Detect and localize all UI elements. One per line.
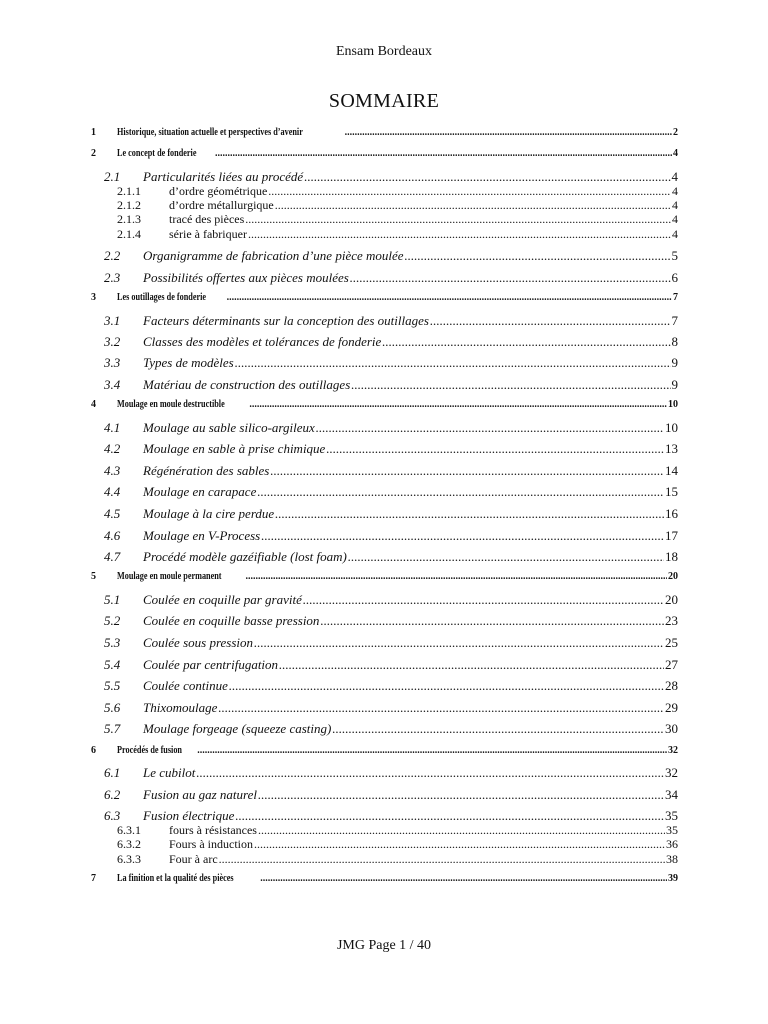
toc-entry-number: 4.2 [104,441,121,456]
toc-entry-page: 20 [668,571,678,582]
toc-entry-number: 3 [91,292,96,303]
toc-entry-title: d’ordre géométrique [169,184,268,198]
toc-leader-dots [197,745,667,756]
toc-entry-title: Moulage en moule destructible [117,399,225,410]
toc-entry-number: 5.6 [104,700,121,715]
toc-entry-number: 5.3 [104,635,121,650]
toc-entry-page: 36 [666,837,678,851]
toc-entry-number: 6.3.2 [117,837,141,851]
toc-leader-dots [219,852,665,867]
toc-entry-page: 8 [671,334,678,349]
toc-entry-page: 7 [671,313,678,328]
toc-leader-dots [235,808,664,824]
toc-entry-page: 5 [671,248,678,263]
toc-entry-number: 2.1 [104,169,121,184]
toc-entry-number: 4.4 [104,484,121,499]
toc-entry-page: 6 [671,270,678,285]
toc-entry-page: 25 [665,635,678,650]
toc-entry-page: 13 [665,441,678,456]
toc-entry-title: Fusion électrique [143,808,235,823]
toc-entry-number: 5.4 [104,657,121,672]
toc-entry-page: 29 [665,700,678,715]
toc-entry-number: 5.5 [104,678,121,693]
toc-entry-title: Classes des modèles et tolérances de fonderie [143,334,382,349]
toc-leader-dots [196,765,664,781]
toc-entry-title: Fours à induction [169,837,253,851]
toc-entry-number: 2 [91,148,96,159]
toc-entry[interactable] [104,248,678,264]
toc-entry[interactable] [117,212,678,227]
toc-entry[interactable] [104,463,678,479]
toc-entry-number: 6.1 [104,765,121,780]
toc-entry-title: Les outillages de fonderie [117,292,207,303]
toc-entry-number: 7 [91,873,96,884]
toc-entry-number: 3.4 [104,377,121,392]
toc-entry[interactable] [104,169,678,185]
toc-entry[interactable] [104,700,678,716]
toc-entry-page: 20 [665,592,678,607]
toc-entry-number: 5.1 [104,592,121,607]
toc-entry-title: Procédés de fusion [117,745,182,756]
toc-entry[interactable] [117,227,678,242]
toc-entry-number: 6.2 [104,787,121,802]
toc-leader-dots [326,441,664,457]
toc-entry[interactable] [104,592,678,608]
toc-entry-page: 16 [665,506,678,521]
toc-entry[interactable] [104,313,678,329]
toc-entry-page: 34 [665,787,678,802]
toc-entry-number: 4.7 [104,549,121,564]
toc-leader-dots [320,613,664,629]
toc-entry-title: Moulage en moule permanent [117,571,222,582]
toc-leader-dots [227,292,672,303]
toc-leader-dots [249,399,667,410]
toc-entry-number: 3.1 [104,313,121,328]
toc-entry-page: 35 [665,808,678,823]
toc-leader-dots [229,678,664,694]
toc-entry-title: Procédé modèle gazéifiable (lost foam) [143,549,347,564]
toc-entry[interactable] [117,198,678,213]
toc-entry-title: Organigramme de fabrication d’une pièce moulée [143,248,404,263]
toc-entry[interactable] [117,837,678,852]
toc-entry-title: Particularités liées au procédé [143,169,304,184]
toc-entry[interactable] [91,148,678,159]
toc-entry-page: 4 [672,212,678,226]
toc-entry-page: 10 [668,399,678,410]
toc-entry-number: 2.1.1 [117,184,141,198]
toc-leader-dots [218,700,664,716]
toc-entry[interactable] [91,292,678,303]
toc-entry[interactable] [91,127,678,138]
toc-leader-dots [304,169,670,185]
toc-entry-title: Matériau de construction des outillages [143,377,351,392]
toc-entry-number: 1 [91,127,96,138]
toc-entry[interactable] [104,635,678,651]
toc-entry-title: Historique, situation actuelle et perspectives d’avenir [117,127,303,138]
toc-leader-dots [246,571,668,582]
toc-entry-title: Moulage au sable silico-argileux [143,420,315,435]
toc-entry-page: 17 [665,528,678,543]
toc-entry-title: d’ordre métallurgique [169,198,274,212]
toc-entry[interactable] [104,441,678,457]
toc-entry[interactable] [104,355,678,371]
toc-entry-page: 39 [668,873,678,884]
toc-entry-title: fours à résistances [169,823,257,837]
toc-entry-page: 9 [671,355,678,370]
toc-entry[interactable] [104,484,678,500]
toc-leader-dots [245,212,671,227]
toc-entry-title: série à fabriquer [169,227,247,241]
toc-entry-number: 2.2 [104,248,121,263]
toc-leader-dots [382,334,670,350]
toc-entry-page: 38 [666,852,678,866]
toc-entry-title: Moulage en V-Process [143,528,261,543]
toc-entry-page: 23 [665,613,678,628]
toc-entry-number: 2.1.4 [117,227,141,241]
toc-leader-dots [235,355,671,371]
toc-leader-dots [254,635,664,651]
toc-entry-title: Thixomoulage [143,700,218,715]
toc-entry[interactable] [104,334,678,350]
toc-entry-title: tracé des pièces [169,212,245,226]
toc-leader-dots [275,198,671,213]
toc-entry[interactable] [104,721,678,737]
toc-entry-page: 14 [665,463,678,478]
toc-entry-page: 4 [672,227,678,241]
toc-leader-dots [261,528,664,544]
toc-entry-title: Moulage en carapace [143,484,257,499]
toc-entry-number: 2.1.3 [117,212,141,226]
toc-entry[interactable] [104,808,678,824]
toc-entry-title: Four à arc [169,852,218,866]
toc-entry[interactable] [104,377,678,393]
toc-entry-page: 18 [665,549,678,564]
toc-entry-page: 35 [666,823,678,837]
toc-entry-page: 32 [665,765,678,780]
toc-entry-page: 4 [672,184,678,198]
toc-entry[interactable] [104,613,678,629]
toc-entry-number: 6.3.3 [117,852,141,866]
toc-leader-dots [257,484,664,500]
toc-entry-page: 10 [665,420,678,435]
toc-entry-title: Fusion au gaz naturel [143,787,257,802]
toc-entry-title: Possibilités offertes aux pièces moulées [143,270,349,285]
toc-entry-title: Moulage forgeage (squeeze casting) [143,721,332,736]
toc-entry-page: 32 [668,745,678,756]
toc-entry-number: 6.3.1 [117,823,141,837]
toc-leader-dots [275,506,664,522]
toc-entry-page: 9 [671,377,678,392]
toc-entry-page: 15 [665,484,678,499]
toc-entry[interactable] [91,399,678,410]
toc-leader-dots [254,837,665,852]
toc-entry-number: 5 [91,571,96,582]
toc-leader-dots [332,721,664,737]
toc-entry[interactable] [91,571,678,582]
toc-leader-dots [215,148,672,159]
toc-leader-dots [248,227,671,242]
toc-entry-number: 4.1 [104,420,121,435]
toc-entry-page: 2 [673,127,678,138]
toc-entry-title: Types de modèles [143,355,234,370]
toc-entry-page: 7 [673,292,678,303]
toc-leader-dots [279,657,664,673]
toc-entry-title: Coulée par centrifugation [143,657,279,672]
toc-leader-dots [405,248,671,264]
toc-leader-dots [430,313,671,329]
toc-entry-number: 4.3 [104,463,121,478]
toc-entry[interactable] [104,528,678,544]
toc-entry-title: Le cubilot [143,765,196,780]
toc-entry-page: 4 [673,148,678,159]
toc-entry-number: 6.3 [104,808,121,823]
toc-entry-number: 4.6 [104,528,121,543]
toc-leader-dots [303,592,664,608]
toc-entry-page: 30 [665,721,678,736]
toc-entry-title: Régénération des sables [143,463,270,478]
toc-entry-title: Coulée en coquille par gravité [143,592,302,607]
toc-entry-title: Le concept de fonderie [117,148,197,159]
page-footer: JMG Page 1 / 40 [336,938,432,953]
toc-entry-number: 4.5 [104,506,121,521]
toc-leader-dots [316,420,664,436]
toc-entry-title: Coulée en coquille basse pression [143,613,320,628]
toc-entry-title: Moulage en sable à prise chimique [143,441,326,456]
toc-entry-page: 28 [665,678,678,693]
toc-entry-number: 2.3 [104,270,121,285]
toc-leader-dots [260,873,667,884]
toc-leader-dots [258,787,664,803]
page-header: Ensam Bordeaux [335,44,433,59]
toc-entry[interactable] [117,852,678,867]
toc-entry-page: 4 [672,198,678,212]
toc-entry[interactable] [104,787,678,803]
toc-entry[interactable] [117,184,678,199]
toc-entry-number: 6 [91,745,96,756]
toc-entry-title: La finition et la qualité des pièces [117,873,234,884]
toc-entry-number: 3.2 [104,334,121,349]
toc-entry-number: 3.3 [104,355,121,370]
toc-leader-dots [348,549,664,565]
toc-leader-dots [350,270,671,286]
toc-entry-title: Coulée sous pression [143,635,254,650]
toc-leader-dots [268,184,671,199]
toc-entry[interactable] [91,873,678,884]
toc-entry-title: Facteurs déterminants sur la conception des outillages [143,313,429,328]
toc-leader-dots [258,823,665,838]
toc-entry-number: 5.7 [104,721,121,736]
toc-entry-number: 2.1.2 [117,198,141,212]
toc-entry[interactable] [104,549,678,565]
toc-entry-page: 4 [671,169,678,184]
toc-entry-number: 4 [91,399,96,410]
toc-entry[interactable] [104,506,678,522]
page-title: SOMMAIRE [328,90,440,112]
toc-entry[interactable] [117,823,678,838]
toc-leader-dots [270,463,664,479]
toc-entry-title: Coulée continue [143,678,228,693]
toc-entry[interactable] [104,270,678,286]
toc-leader-dots [351,377,670,393]
toc-entry-number: 5.2 [104,613,121,628]
toc-entry[interactable] [104,678,678,694]
toc-entry[interactable] [91,745,678,756]
toc-entry-title: Moulage à la cire perdue [143,506,275,521]
toc-entry[interactable] [104,765,678,781]
toc-entry[interactable] [104,657,678,673]
toc-entry-page: 27 [665,657,678,672]
toc-leader-dots [345,127,672,138]
toc-entry[interactable] [104,420,678,436]
